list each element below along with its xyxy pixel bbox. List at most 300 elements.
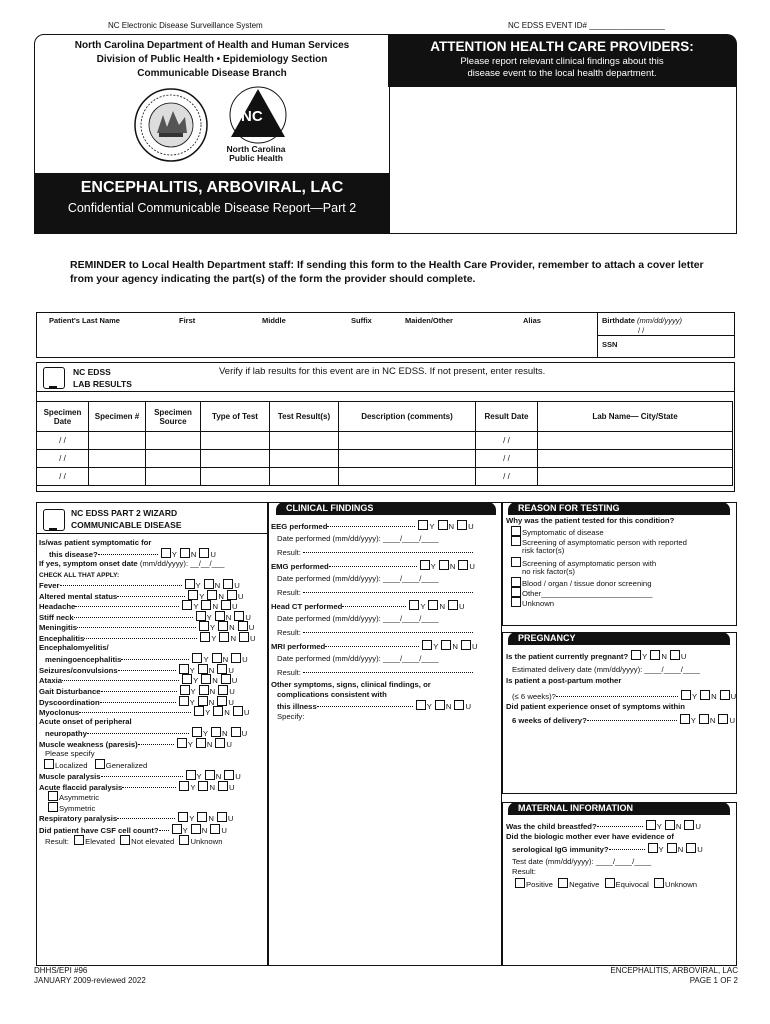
computer-monitor-icon [43,367,65,389]
other-symptoms-yes-checkbox[interactable] [416,700,426,710]
csf-unknown-checkbox[interactable] [210,824,220,834]
symptom-4-ynu [196,621,254,632]
localized-checkbox[interactable] [44,759,54,769]
afp-yes-checkbox[interactable] [179,781,189,791]
igg-q: Did the biologic mother ever have evidence of [506,832,674,841]
meningo-yes-checkbox[interactable] [192,653,202,663]
meningo-yes-label: Y [203,655,209,665]
symptom-2-no-label: N [212,602,219,612]
neuropathy-yes-label: Y [202,729,208,739]
elevated-checkbox[interactable] [74,835,84,845]
symptom2-1-no-checkbox[interactable] [201,674,211,684]
weakness-unknown-checkbox[interactable] [215,738,225,748]
weakness-no-label: N [206,740,213,749]
other-symptoms-2: complications consistent with [277,690,387,699]
breastfed-yes-checkbox[interactable] [646,820,656,830]
maternal-opt-3-label: Unknown [665,880,698,889]
onset-delivery-no-checkbox[interactable] [699,714,709,724]
symptom2-4-row: Myoclonus Y N U [39,708,250,718]
col-result-date: Result Date [476,402,538,432]
symptomatic-row: this disease? Y N U [49,550,216,559]
igg-unknown-checkbox[interactable] [686,843,696,853]
symptom-0-no-label: N [214,581,221,590]
acute-onset-label: Acute onset of peripheral [39,716,132,726]
symptom-5-yes-checkbox[interactable] [200,632,210,642]
symptom-1-unknown-checkbox[interactable] [227,590,237,600]
eeg-yes-checkbox[interactable] [418,520,428,530]
elevated-label: Elevated [85,837,115,846]
symptomatic-ynu [158,548,216,559]
pregnant-yes-checkbox[interactable] [631,650,641,660]
maternal-opt-3-checkbox[interactable] [654,878,664,888]
other-symptoms-unknown-checkbox[interactable] [454,700,464,710]
symptom2-3-no-label: N [208,697,215,707]
symptom-4-yes-label: Y [210,623,216,633]
symptomatic-no-checkbox[interactable] [180,548,190,558]
csf-unknown-label: U [221,826,227,836]
logo-mark: NC [241,108,263,125]
symptom2-1-yes-checkbox[interactable] [182,674,192,684]
paralysis-yes-label: Y [196,772,202,781]
clinical-title: CLINICAL FINDINGS [276,502,496,515]
symptom2-3-no-checkbox[interactable] [198,696,208,706]
other-symptoms-no-label: N [445,702,452,711]
onset-delivery-yes-checkbox[interactable] [680,714,690,724]
csf-no-checkbox[interactable] [191,824,201,834]
paralysis-yes-checkbox[interactable] [186,770,196,780]
weakness-unknown-label: U [226,740,232,749]
neuropathy-unknown-label: U [241,729,248,739]
eeg-no-checkbox[interactable] [438,520,448,530]
symptom2-2-unknown-checkbox[interactable] [218,685,228,695]
symptom-5-no-checkbox[interactable] [219,632,229,642]
eeg-no-label: N [448,522,455,531]
birthdate-format: (mm/dd/yyyy) [637,316,683,325]
csf-yes-checkbox[interactable] [172,824,182,834]
symptom-3-unknown-label: U [245,612,251,622]
ssn-label: SSN [602,340,618,349]
symmetric-label: Symmetric [59,803,96,813]
neuropathy-no-label: N [222,729,228,739]
clinical-specify: Specify: [277,712,305,721]
table-row[interactable]: / / / / [37,468,733,486]
eeg-yes-label: Y [429,522,435,531]
symptom-1-row: Altered mental status Y N U [39,591,244,601]
reason-opt-6-label: Other__________________________ [522,589,653,599]
mri-yes-checkbox[interactable] [422,640,432,650]
eeg-unknown-checkbox[interactable] [457,520,467,530]
emg-unknown-checkbox[interactable] [458,560,468,570]
symptom-5-unknown-checkbox[interactable] [239,632,249,642]
symmetric-row [45,802,95,813]
afp-ynu [176,781,234,792]
emg-yes-checkbox[interactable] [420,560,430,570]
reason-opt-3-checkbox[interactable] [511,557,521,567]
symptom2-2-yes-checkbox[interactable] [180,685,190,695]
symptom-2-unknown-checkbox[interactable] [221,600,231,610]
symptom2-1-row: Ataxia Y N U [39,676,238,686]
lab-title-1: NC EDSS [73,367,111,377]
reason-option-2: risk factor(s) [522,546,565,556]
mri-ynu [419,640,477,651]
symptom-1-no-label: N [218,591,224,601]
asymmetric-label: Asymmetric [59,793,100,803]
symptom2-4-yes-checkbox[interactable] [194,706,204,716]
footer-form-number: DHHS/EPI #96 [34,966,88,975]
symptom2-1-yes-label: Y [193,676,199,686]
symptom2-3-unknown-checkbox[interactable] [217,696,227,706]
patient-maiden-label: Maiden/Other [405,316,453,325]
pregnant-unknown-checkbox[interactable] [670,650,680,660]
reason-opt-0-checkbox[interactable] [511,526,521,536]
symptom-3-yes-checkbox[interactable] [196,611,206,621]
symptom2-3-yes-label: Y [189,697,195,707]
mri-row: MRI performed Y N U [271,642,478,651]
symptom2-3-yes-checkbox[interactable] [179,696,189,706]
paralysis-unknown-checkbox[interactable] [224,770,234,780]
symptomatic-unknown-label: U [210,550,216,559]
maternal-opt-0-checkbox[interactable] [515,878,525,888]
asymmetric-checkbox[interactable] [48,791,58,801]
table-row[interactable]: / / / / [37,432,733,450]
delivery-date-row: Estimated delivery date (mm/dd/yyyy): ____/____/____ [512,665,701,674]
csf-unknown-label: Unknown [190,837,223,846]
symptom-0-unknown-checkbox[interactable] [223,579,233,589]
symptom-5-yes-label: Y [211,634,217,643]
igg-no-checkbox[interactable] [667,843,677,853]
footer-page: PAGE 1 OF 2 [689,976,738,985]
symptom-1-no-checkbox[interactable] [207,590,217,600]
maternal-result-label: Result: [512,867,536,876]
other-symptoms-yes-label: Y [426,702,432,711]
eeg-row: EEG performed Y N U [271,522,474,531]
symptom-2-no-checkbox[interactable] [201,600,211,610]
breastfed-no-checkbox[interactable] [665,820,675,830]
maternal-result-row [512,878,697,889]
paralysis-no-checkbox[interactable] [205,770,215,780]
mri-no-checkbox[interactable] [441,640,451,650]
symptom-5-row: Encephalitis Y N U [39,634,256,643]
symptom-4-yes-checkbox[interactable] [199,621,209,631]
igg-ynu [645,843,703,854]
col-specimen-source: Specimen Source [146,402,201,432]
patient-middle-label: Middle [262,316,286,325]
weakness-no-checkbox[interactable] [196,738,206,748]
reason-opt-7-checkbox[interactable] [511,597,521,607]
mri-result-row: Result: [277,668,473,677]
symptomatic-unknown-checkbox[interactable] [199,548,209,558]
csf-row: Did patient have CSF cell count? Y N U [39,826,227,836]
pregnancy-title: PREGNANCY [508,632,730,645]
postpartum-ynu [678,690,736,701]
symptom-3-ynu [193,611,251,622]
paralysis-no-label: N [215,772,222,781]
system-name: NC Electronic Disease Surveillance System [108,21,263,30]
igg-yes-label: Y [658,845,664,854]
symptom-0-no-checkbox[interactable] [204,579,214,589]
head-ct-ynu [406,600,464,611]
symptom-2-row: Headache Y N U [39,602,238,612]
col-description: Description (comments) [339,402,476,432]
igg-yes-checkbox[interactable] [648,843,658,853]
test-date-row: Test date (mm/dd/yyyy): ____/____/____ [512,857,652,866]
maternal-opt-1-label: Negative [569,880,600,889]
symptom-3-unknown-checkbox[interactable] [234,611,244,621]
symptom-0-yes-checkbox[interactable] [185,579,195,589]
onset-delivery-yes-label: Y [690,716,696,725]
symptom2-4-no-label: N [224,708,230,718]
symptom2-1-unknown-label: U [231,676,238,686]
symptom-1-yes-checkbox[interactable] [188,590,198,600]
symptom-0-yes-label: Y [195,581,201,590]
patient-info-box [36,312,735,358]
reason-opt-5-label: Blood / organ / tissue donor screening [522,579,652,588]
reason-opt-1-checkbox[interactable] [511,536,521,546]
weakness-yes-label: Y [187,740,193,749]
igg-unknown-label: U [697,845,703,854]
form-title: ENCEPHALITIS, ARBOVIRAL, LAC [80,179,344,196]
maternal-opt-2-checkbox[interactable] [605,878,615,888]
onset-date-row: If yes, symptom onset date (mm/dd/yyyy): __/__/___ [39,559,225,568]
neuropathy-yes-checkbox[interactable] [192,727,202,737]
head-ct-yes-label: Y [420,602,426,611]
symptomatic-question: Is/was patient symptomatic for [39,538,152,547]
col-type-of-test: Type of Test [201,402,270,432]
head-ct-no-label: N [439,602,446,611]
reason-question: Why was the patient tested for this condition? [506,516,675,525]
postpartum-q: Is patient a post-partum mother [506,676,622,685]
respiratory-unknown-label: U [227,814,234,824]
head-ct-result-row: Result: [277,628,473,637]
footer-form-name: ENCEPHALITIS, ARBOVIRAL, LAC [610,966,738,975]
afp-unknown-checkbox[interactable] [218,781,228,791]
breastfed-ynu [643,820,701,831]
clinical-findings-section [268,502,502,966]
head-ct-row: Head CT performed Y N U [271,602,465,611]
paralysis-row: Muscle paralysis Y N U [39,772,241,781]
birthdate-label: Birthdate [602,316,635,325]
maternal-opt-1-checkbox[interactable] [558,878,568,888]
postpartum-row: (≤ 6 weeks)? Y N U [512,692,737,701]
symptom-4-row: Meningitis Y N U [39,623,255,633]
symptom-1-unknown-label: U [237,591,244,601]
symptom2-2-row: Gait Disturbance Y N U [39,687,235,696]
symptom2-2-no-label: N [209,687,216,696]
afp-no-label: N [209,782,216,792]
symptom2-0-unknown-checkbox[interactable] [217,664,227,674]
symptom2-4-ynu [191,706,249,717]
pregnant-no-checkbox[interactable] [650,650,660,660]
meningo-row: meningoencephalitis Y N U [45,655,248,665]
lab-verify-text: Verify if lab results for this event are in NC EDSS. If not present, enter results. [219,366,546,377]
patient-last-name-label: Patient's Last Name [49,316,120,325]
onset-delivery-q: Did patient experience onset of symptoms within [506,702,685,711]
postpartum-unknown-checkbox[interactable] [720,690,730,700]
paralysis-unknown-label: U [235,772,241,781]
symptom-4-unknown-label: U [248,623,255,633]
attention-subtitle: Please report relevant clinical findings about this disease event to the local health department. [460,56,664,79]
postpartum-yes-checkbox[interactable] [681,690,691,700]
pregnant-no-label: N [661,652,667,661]
onset-delivery-ynu [677,714,735,725]
reason-opt-0-label: Symptomatic of disease [522,528,604,537]
symptom2-3-row: Dyscoordination Y N U [39,697,234,707]
symptom-3-row: Stiff neck Y N U [39,612,251,622]
symptom2-1-unknown-checkbox[interactable] [221,674,231,684]
afp-unknown-label: U [229,782,235,792]
neuropathy-unknown-checkbox[interactable] [231,727,241,737]
nc-public-health-logo-icon [223,85,293,145]
respiratory-unknown-checkbox[interactable] [217,812,227,822]
footer-date: JANUARY 2009-reviewed 2022 [34,976,146,985]
symptom2-4-no-checkbox[interactable] [213,706,223,716]
symptom2-0-no-label: N [208,665,215,675]
symptomatic-yes-label: Y [171,550,177,559]
symptomatic-yes-checkbox[interactable] [161,548,171,558]
csf-unknown-checkbox[interactable] [179,835,189,845]
eeg-date-row: Date performed (mm/dd/yyyy): ____/____/____ [277,534,439,543]
respiratory-yes-checkbox[interactable] [178,812,188,822]
symptom2-0-no-checkbox[interactable] [198,664,208,674]
other-symptoms-1: Other symptoms, signs, clinical findings, or [271,680,431,689]
meningo-unknown-checkbox[interactable] [231,653,241,663]
meningo-no-checkbox[interactable] [212,653,222,663]
symptom-4-no-checkbox[interactable] [218,621,228,631]
head-ct-no-checkbox[interactable] [428,600,438,610]
emg-result-row: Result: [277,588,473,597]
event-id-field[interactable]: NC EDSS EVENT ID# _________________ [508,21,665,30]
state-seal-icon [133,87,209,163]
mri-unknown-checkbox[interactable] [461,640,471,650]
other-symptoms-unknown-label: U [465,702,471,711]
wizard-title-1: NC EDSS PART 2 WIZARD [71,508,178,518]
symptom2-3-unknown-label: U [228,697,234,707]
not-elevated-checkbox[interactable] [120,835,130,845]
breastfed-unknown-checkbox[interactable] [684,820,694,830]
symptom-3-yes-label: Y [206,612,212,622]
reason-opt-6-checkbox[interactable] [511,587,521,597]
not-elevated-label: Not elevated [131,837,175,846]
mri-yes-label: Y [433,642,439,651]
symptom-2-yes-checkbox[interactable] [182,600,192,610]
afp-no-checkbox[interactable] [198,781,208,791]
symptom2-0-yes-label: Y [189,665,195,675]
neuropathy-no-checkbox[interactable] [211,727,221,737]
onset-delivery-row: 6 weeks of delivery? Y N U [512,716,736,725]
pregnant-ynu [628,650,686,661]
emg-unknown-label: U [469,562,475,571]
paralysis-ynu [183,770,241,781]
agency-line3: Communicable Disease Branch [137,68,287,79]
respiratory-no-checkbox[interactable] [197,812,207,822]
weakness-ynu [174,738,232,749]
col-specimen-date: Specimen Date [37,402,89,432]
eeg-result-row: Result: [277,548,473,557]
breastfed-unknown-label: U [695,822,701,831]
symptom-3-no-checkbox[interactable] [215,611,225,621]
breastfed-row: Was the child breastfed? Y N U [506,822,701,831]
emg-no-checkbox[interactable] [439,560,449,570]
head-ct-unknown-label: U [459,602,465,611]
symptom-5-ynu [197,632,255,643]
birthdate-field[interactable]: / / [638,326,645,335]
logo-text-2: Public Health [229,153,283,163]
header-attention-box [388,34,737,234]
head-ct-date-row: Date performed (mm/dd/yyyy): ____/____/____ [277,614,439,623]
weakness-type-row [41,759,147,770]
meningo-unknown-label: U [242,655,248,665]
csf-yes-label: Y [182,826,188,836]
afp-yes-label: Y [190,782,196,792]
eeg-unknown-label: U [468,522,474,531]
other-symptoms-no-checkbox[interactable] [435,700,445,710]
symptom2-1-no-label: N [212,676,218,686]
symptom2-0-yes-checkbox[interactable] [179,664,189,674]
logo-text-1: North Carolina [226,144,286,154]
symptom2-0-unknown-label: U [228,665,234,675]
symptom-2-ynu [179,600,237,611]
symptom2-4-unknown-checkbox[interactable] [233,706,243,716]
localized-label: Localized [55,761,88,770]
symptom2-2-ynu [177,685,235,696]
symptom2-0-ynu [176,664,234,675]
reason-option-7 [508,597,554,608]
reason-opt-5-checkbox[interactable] [511,577,521,587]
agency-line1: North Carolina Department of Health and Human Services [74,40,350,51]
symptom-3-no-label: N [225,612,232,622]
check-all-label: CHECK ALL THAT APPLY: [39,572,120,579]
symptom2-3-ynu [176,696,234,707]
symptom-4-unknown-checkbox[interactable] [238,621,248,631]
respiratory-row: Respiratory paralysis Y N U [39,814,234,824]
symptom-0-ynu [182,579,240,590]
head-ct-unknown-checkbox[interactable] [448,600,458,610]
reason-opt-1-label: Screening of asymptomatic person with reported [522,538,687,548]
header-agency-box [34,34,390,234]
breastfed-no-label: N [675,822,682,831]
table-row[interactable]: / / / / [37,450,733,468]
postpartum-no-checkbox[interactable] [700,690,710,700]
generalized-label: Generalized [105,761,148,770]
eeg-ynu [415,520,473,531]
attention-title: ATTENTION HEALTH CARE PROVIDERS: [430,39,694,54]
maternal-opt-2-label: Equivocal [615,880,649,889]
weakness-row: Muscle weakness (paresis) Y N U [39,740,232,749]
pregnant-row: Is the patient currently pregnant? Y N U [506,652,687,661]
csf-result-row: Result: Elevated Not elevated Unknown [45,837,223,846]
mri-unknown-label: U [471,642,478,651]
maternal-title: MATERNAL INFORMATION [508,802,730,815]
symptom-0-row: Fever Y N U [39,581,240,590]
csf-no-label: N [201,826,208,836]
symptom2-2-no-checkbox[interactable] [199,685,209,695]
postpartum-unknown-label: U [730,692,737,701]
onset-delivery-unknown-checkbox[interactable] [718,714,728,724]
postpartum-yes-label: Y [691,692,698,701]
pregnant-yes-label: Y [642,652,648,661]
symmetric-checkbox[interactable] [48,802,58,812]
wizard-title-2: COMMUNICABLE DISEASE [71,520,182,530]
generalized-checkbox[interactable] [95,759,105,769]
igg-no-label: N [677,845,684,854]
meningo-ynu [189,653,247,664]
head-ct-yes-checkbox[interactable] [409,600,419,610]
reason-opt-3-label: Screening of asymptomatic person with [522,558,657,568]
symptom-5-no-label: N [230,634,236,643]
emg-yes-label: Y [430,562,436,571]
weakness-yes-checkbox[interactable] [177,738,187,748]
respiratory-yes-label: Y [189,814,195,824]
